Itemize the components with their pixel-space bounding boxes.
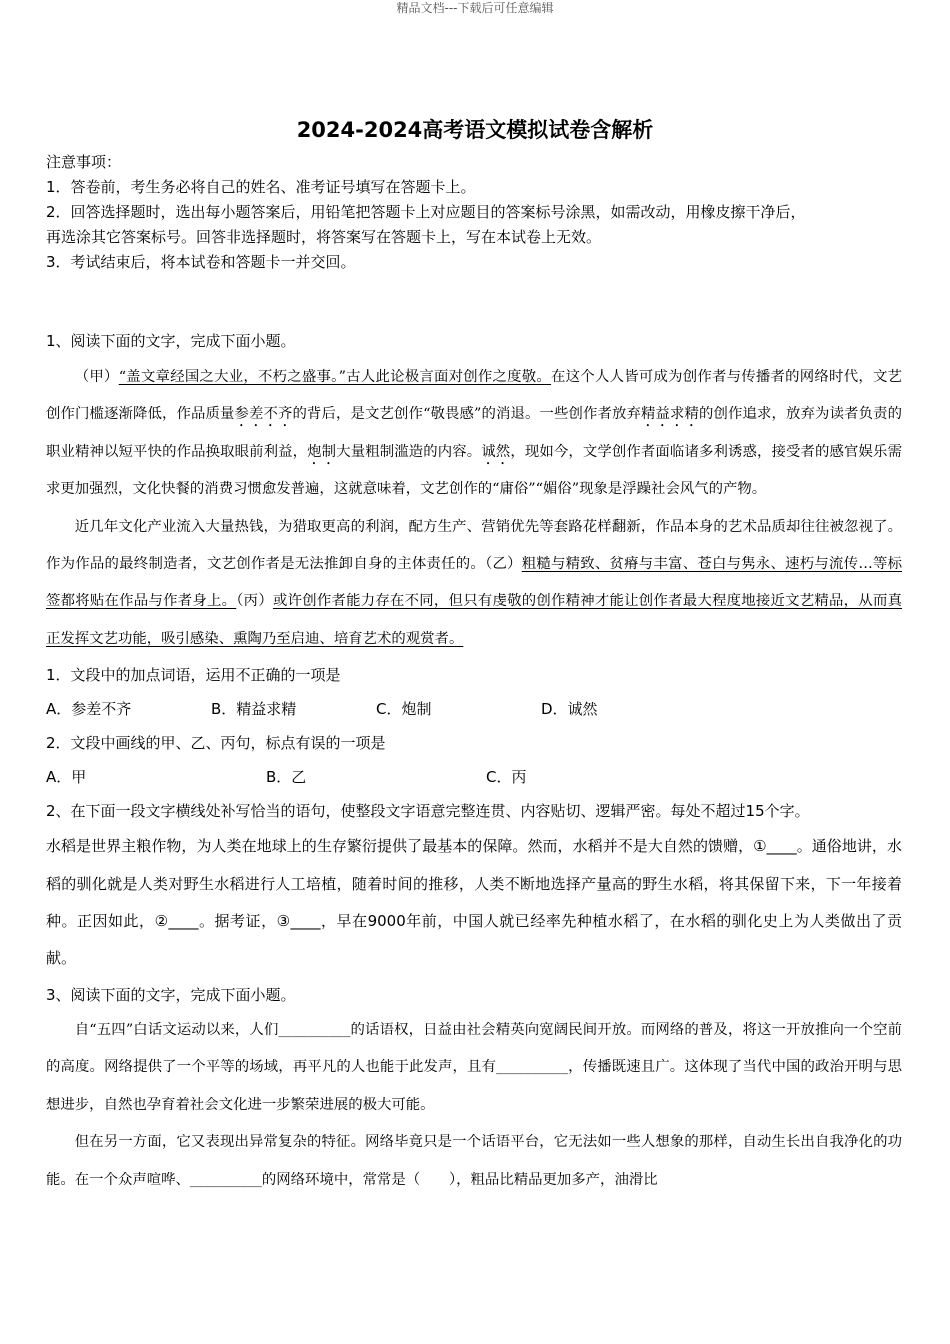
option-a[interactable]: A．参差不齐: [46, 700, 132, 719]
q2-heading: 2、在下面一段文字横线处补写恰当的语句，使整段文字语意完整连贯、内容贴切、逻辑严密。每处不超过15个字。: [46, 802, 810, 821]
blank-1[interactable]: __________: [278, 1021, 351, 1038]
dotted-word-2: 精益求精: [641, 406, 700, 423]
option-d[interactable]: D．诚然: [541, 700, 598, 719]
notice-item-1: 1．答卷前，考生务必将自己的姓名、准考证号填写在答题卡上。: [46, 178, 476, 196]
notice-section: [46, 150, 902, 275]
notice-item-2b: 再选涂其它答案标号。回答非选择题时，将答案写在答题卡上，写在本试卷上无效。: [46, 228, 602, 246]
blank-3[interactable]: ③____: [276, 912, 321, 931]
notice-heading: 注意事项：: [46, 153, 122, 171]
q1-heading: 1、阅读下面的文字，完成下面小题。: [46, 332, 296, 350]
notice-item-3: 3．考试结束后，将本试卷和答题卡一并交回。: [46, 253, 356, 271]
option-b[interactable]: B．乙: [266, 768, 307, 787]
q2-paragraph: 水稻是世界主粮作物，为人类在地球上的生存繁衍提供了最基本的保障。然而，水稻并不是大自然的馈赠，①____。通俗地讲，水稻的驯化就是人类对野生水稻进行人工培植，随着时间的推移，人类不断地选择产量高的野生水稻，将其保留下来，下一年接着种。正因如此，②____。据考证，③____，早在9000年前，中国人就已经率先种植水稻了，在水稻的驯化史上为人类做出了贡献。: [46, 837, 902, 968]
option-c[interactable]: C．丙: [486, 768, 527, 787]
question-3: [46, 978, 902, 1199]
sentence-yi: 粗糙与精致、贫瘠与丰富、苍白与隽永、速朽与流传…等标签都将贴在作品与作者身上。: [46, 556, 902, 610]
sub-question-1: 1．文段中的加点词语，运用不正确的一项是: [46, 666, 341, 685]
dotted-word-4: 诚然: [481, 443, 511, 460]
q1-paragraph-1: （甲）“盖文章经国之大业，不朽之盛事。”古人此论极言面对创作之度敬。在这个人人皆可成为创作者与传播者的网络时代，文艺创作门槛逐渐降低，作品质量参差不齐的背后，是文艺创作“敬畏感”的消退。一些创作者放弃精益求精的创作追求，放弃为读者负责的职业精神以短平快的作品换取眼前利益，炮制大量粗制滥造的内容。诚然，现如今，文学创作者面临诸多利诱惑，接受者的感官娱乐需求更加强烈，文化快餐的消费习惯愈发普遍，这就意味着，文艺创作的“庸俗”“媚俗”现象是浮躁社会风气的产物。: [46, 369, 902, 498]
sub-question-2-options: [46, 760, 902, 794]
label-jia: （甲）: [74, 369, 119, 385]
blank-2[interactable]: ②____: [154, 912, 199, 931]
option-a[interactable]: A．甲: [46, 768, 87, 787]
option-b[interactable]: B．精益求精: [211, 700, 297, 719]
question-1: [46, 323, 902, 794]
sentence-jia: “盖文章经国之大业，不朽之盛事。”古人此论极言面对创作之度敬。: [118, 369, 552, 385]
label-yi: （乙）: [485, 556, 522, 573]
page-title: 2024-2024高考语文模拟试卷含解析: [296, 118, 654, 142]
option-c[interactable]: C．炮制: [376, 700, 432, 719]
q1-paragraph-2: 近几年文化产业流入大量热钱，为猎取更高的利润，配方生产、营销优先等套路花样翻新，作品本身的艺术品质却往往被忽视了。作为作品的最终制造者，文艺创作者是无法推卸自身的主体责任的。（乙）粗糙与精致、贫瘠与丰富、苍白与隽永、速朽与流传…等标签都将贴在作品与作者身上。（丙）或许创作者能力存在不同，但只有虔敬的创作精神才能让创作者最大程度地接近文艺精品，从而真正发挥文艺功能，吸引感染、熏陶乃至启迪、培育艺术的观赏者。: [46, 518, 902, 647]
q3-heading: 3、阅读下面的文字，完成下面小题。: [46, 985, 296, 1004]
label-bing: （丙）: [236, 593, 273, 610]
dotted-word-1: 参差不齐: [234, 406, 293, 423]
sentence-bing: 或许创作者能力存在不同，但只有虔敬的创作精神才能让创作者最大程度地接近文艺精品，从而真正发挥文艺功能，吸引感染、熏陶乃至启迪、培育艺术的观赏者。: [46, 593, 902, 647]
blank-2[interactable]: __________: [496, 1059, 569, 1076]
watermark: 精品文档---下载后可任意编辑: [396, 1, 554, 15]
document-body: [46, 150, 902, 1199]
blank-3[interactable]: __________: [189, 1171, 262, 1188]
dotted-word-3: 炮制: [307, 443, 337, 460]
blank-1[interactable]: ①____: [753, 837, 797, 856]
notice-item-2a: 2．回答选择题时，选出每小题答案后，用铅笔把答题卡上对应题目的答案标号涂黑，如需改动，用橡皮擦干净后，: [46, 203, 806, 221]
q3-paragraph-1: 自“五四”白话文运动以来，人们__________的话语权，日益由社会精英向宽阔民间开放。而网络的普及，将这一开放推向一个空前的高度。网络提供了一个平等的场域，再平凡的人也能于此发声，且有__________，传播既速且广。这体现了当代中国的政治开明与思想进步，自然也孕育着社会文化进一步繁荣进展的极大可能。: [46, 1021, 902, 1113]
q3-paragraph-2: 但在另一方面，它又表现出异常复杂的特征。网络毕竟只是一个话语平台，它无法如一些人想象的那样，自动生长出自我净化的功能。在一个众声喧哗、__________的网络环境中，常常是（ ），粗品比精品更加多产，油滑比: [46, 1134, 902, 1188]
sub-question-1-options: [46, 692, 902, 726]
question-2: [46, 794, 902, 978]
sub-question-2: 2．文段中画线的甲、乙、丙句，标点有误的一项是: [46, 734, 386, 753]
